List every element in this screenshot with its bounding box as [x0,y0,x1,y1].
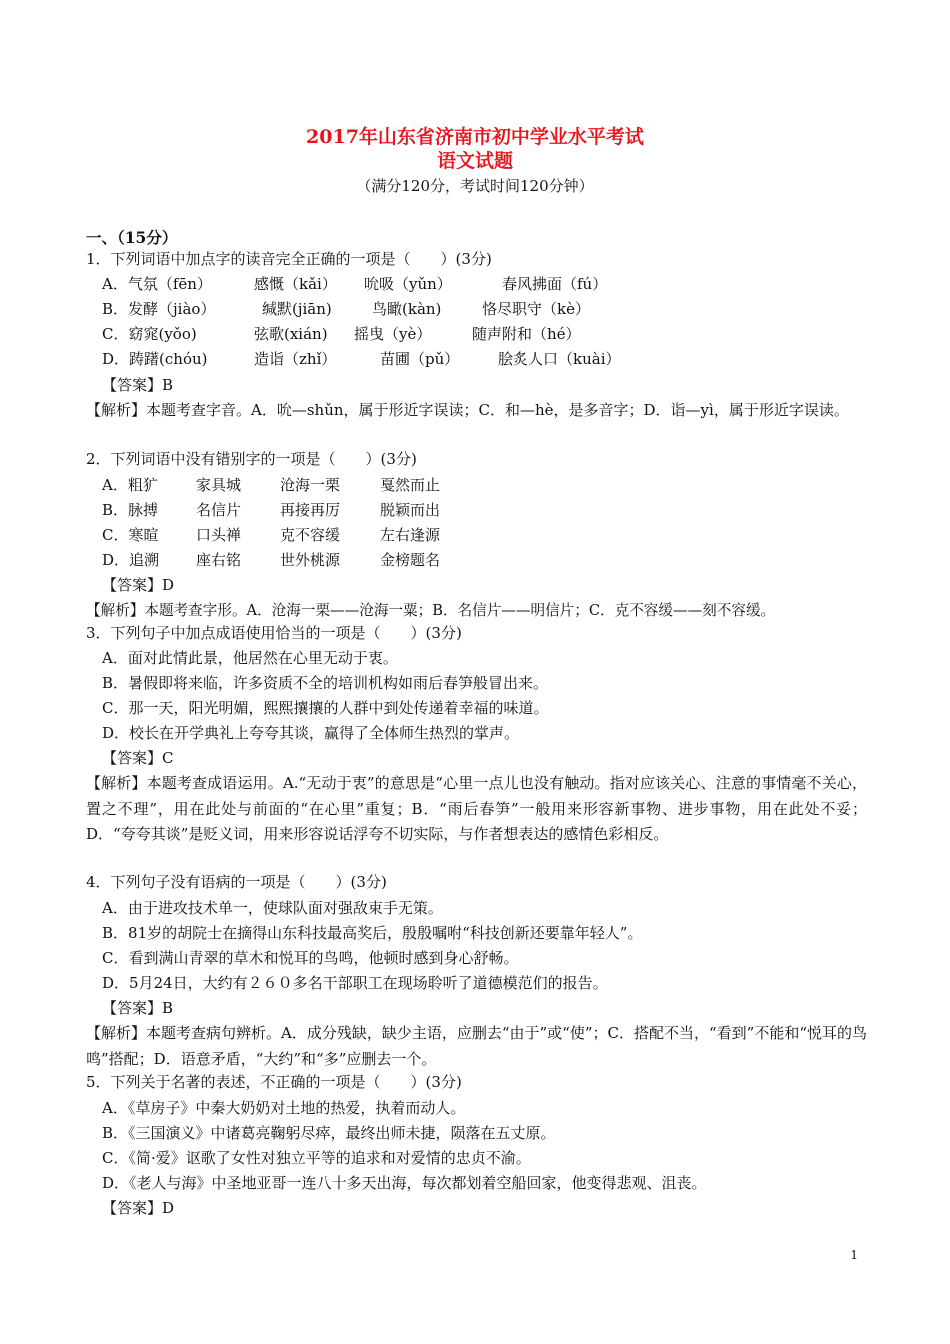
option-word: 左右逢源 [380,526,441,544]
question-4-answer: 【答案】B [102,999,174,1017]
option-word: 造诣（zhǐ） [254,350,337,368]
option-word: A．气氛（fēn） [102,275,212,293]
option-word: 金榜题名 [380,551,441,569]
question-3-option-d: D．校长在开学典礼上夸夸其谈，赢得了全体师生热烈的掌声。 [102,724,520,742]
question-1-analysis: 【解析】本题考查字音。A．吮—shǔn，属于形近字误读；C．和—hè，是多音字；D．诣—yì，属于形近字误读。 [86,401,849,419]
option-word: 戛然而止 [380,476,441,494]
question-3-analysis: 【解析】本题考查成语运用。A.“无动于衷”的意思是“心里一点儿也没有触动。指对应该关心、注意的事情毫不关心，置之不理”，用在此处与前面的“在心里”重复；B．“雨后春笋”一般用来形容新事物、进步事物，用在此处不妥；D．“夸夸其谈”是贬义词，用来形容说话浮夸不切实际，与作者想表达的感情色彩相反。 [86,774,867,843]
option-word: 名信片 [196,501,242,519]
question-4-option-b: B．81岁的胡院士在摘得山东科技最高奖后，殷殷嘱咐“科技创新还要靠年轻人”。 [102,924,643,942]
option-word: 感慨（kǎi） [254,275,337,293]
question-3-answer: 【答案】C [102,749,174,767]
option-word: C．窈窕(yǒo) [102,325,197,343]
question-1-option-b [102,297,882,322]
question-3-option-c: C．那一天，阳光明媚，熙熙攘攘的人群中到处传递着幸福的味道。 [102,699,549,717]
question-1-stem: 1．下列词语中加点字的读音完全正确的一项是（ ）(3分) [86,250,492,268]
question-1-option-a [102,272,882,297]
question-5-option-c: C．《简·爱》讴歌了女性对独立平等的追求和对爱情的忠贞不渝。 [102,1149,531,1167]
page-number: 1 [850,1248,858,1262]
question-3-option-b: B．暑假即将来临，许多资质不全的培训机构如雨后春笋般冒出来。 [102,674,549,692]
option-word: 脱颖而出 [380,501,441,519]
option-word: 恪尽职守（kè） [482,300,590,318]
option-word: 沧海一栗 [280,476,341,494]
option-word: 家具城 [196,476,242,494]
option-word: B．脉搏 [102,501,159,519]
question-4-option-c: C．看到满山青翠的草木和悦耳的鸟鸣，他顿时感到身心舒畅。 [102,949,519,967]
option-word: C．寒暄 [102,526,159,544]
option-word: 缄默(jiān) [262,300,332,318]
option-word: 再接再厉 [280,501,341,519]
question-4-option-a: A．由于进攻技术单一，使球队面对强敌束手无策。 [102,899,443,917]
option-word: 世外桃源 [280,551,341,569]
exam-subject-title: 语文试题 [436,150,513,172]
option-word: B．发酵（jiào） [102,300,216,318]
option-word: 脍炙人口（kuài） [498,350,621,368]
question-5-option-b: B．《三国演义》中诸葛亮鞠躬尽瘁，最终出师未捷，陨落在五丈原。 [102,1124,556,1142]
option-word: 春风拂面（fú） [502,275,608,293]
question-1-option-c [102,322,882,347]
option-word: 克不容缓 [280,526,341,544]
question-2-option-a [102,473,882,498]
question-4-stem: 4．下列句子没有语病的一项是（ ）(3分) [86,873,387,891]
option-word: 口头禅 [196,526,242,544]
option-word: 鸟瞰(kàn) [372,300,442,318]
question-5-answer: 【答案】D [102,1199,175,1217]
question-1-answer: 【答案】B [102,376,174,394]
option-word: 苗圃（pǔ） [380,350,460,368]
question-3-option-a: A．面对此情此景，他居然在心里无动于衷。 [102,649,398,667]
question-2-option-d [102,548,882,573]
option-word: 吮吸（yǔn） [364,275,452,293]
option-word: 弦歌(xián) [254,325,328,343]
question-2-option-c [102,523,882,548]
section-heading: 一、（15分） [86,228,178,247]
exam-info: （满分120分，考试时间120分钟） [356,177,594,195]
question-4-option-d: D．5月24日，大约有２６０多名干部职工在现场聆听了道德模范们的报告。 [102,974,608,992]
exam-title: 2017年山东省济南市初中学业水平考试 [306,126,644,148]
question-5-stem: 5．下列关于名著的表述，不正确的一项是（ ）(3分) [86,1073,462,1091]
option-word: 摇曳（yè） [354,325,432,343]
question-2-analysis: 【解析】本题考查字形。A．沧海一栗——沧海一粟；B．名信片——明信片；C．克不容缓——刻不容缓。 [86,602,776,619]
question-5-option-d: D．《老人与海》中圣地亚哥一连八十多天出海，每次都划着空船回家，他变得悲观、沮丧。 [102,1174,707,1192]
option-word: 随声附和（hé） [472,325,581,343]
option-word: D．追溯 [102,551,160,569]
option-word: A．粗犷 [102,476,158,494]
option-word: D．踌躇(chóu) [102,350,208,368]
question-2-answer: 【答案】D [102,576,175,594]
question-1-option-d [102,347,882,372]
question-4-analysis: 【解析】本题考查病句辨析。A．成分残缺，缺少主语，应删去“由于”或“使”；C．搭配不当，“看到”不能和“悦耳的鸟鸣”搭配；D．语意矛盾，“大约”和“多”应删去一个。 [86,1024,867,1068]
question-2-option-b [102,498,882,523]
question-3-stem: 3．下列句子中加点成语使用恰当的一项是（ ）(3分) [86,624,462,642]
option-word: 座右铭 [196,551,242,569]
question-5-option-a: A．《草房子》中秦大奶奶对土地的热爱，执着而动人。 [102,1099,466,1117]
question-2-stem: 2．下列词语中没有错别字的一项是（ ）(3分) [86,450,417,468]
